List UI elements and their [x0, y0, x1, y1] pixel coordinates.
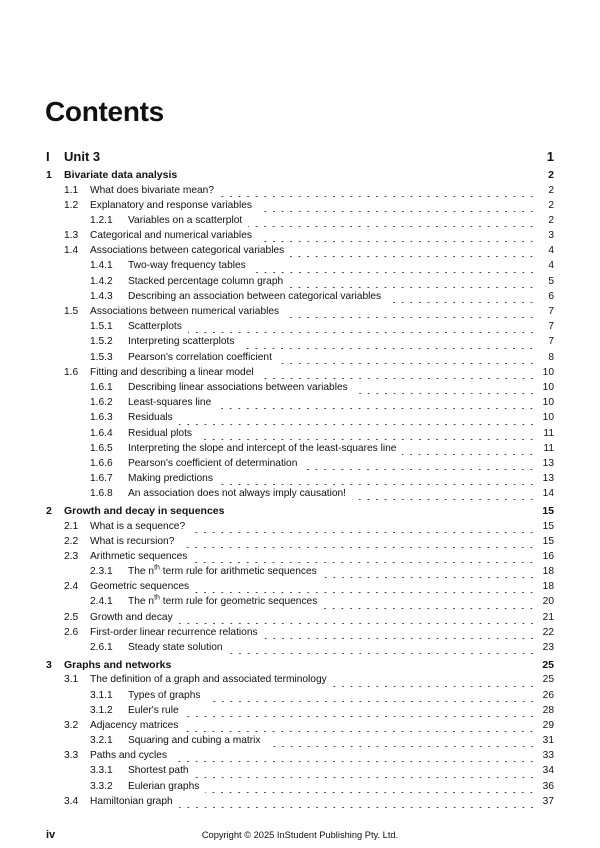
toc-section-entry[interactable]	[46, 185, 554, 200]
entry-title-text: Interpreting the slope and intercept of the least-squares line	[128, 442, 397, 454]
dot-leader	[229, 653, 536, 654]
toc-section-entry[interactable]	[46, 581, 554, 596]
entry-page-number: 25	[542, 658, 554, 671]
entry-title-text: Describing an association between categorical variables	[128, 290, 382, 302]
entry-title	[128, 397, 211, 408]
entry-title	[128, 566, 317, 577]
entry-title	[90, 367, 254, 378]
entry-title	[128, 336, 234, 347]
entry-number: 1.6.8	[90, 488, 113, 500]
dot-leader	[303, 469, 536, 470]
entry-title	[128, 781, 199, 792]
dot-leader	[198, 439, 536, 440]
entry-page-number: 10	[542, 397, 554, 409]
entry-page-number: 18	[542, 581, 554, 593]
entry-title	[128, 291, 381, 302]
entry-number: 1.2.1	[90, 214, 113, 226]
entry-number: 1.4.3	[90, 290, 113, 302]
toc-subsection-entry[interactable]	[46, 735, 554, 750]
dot-leader	[278, 363, 536, 364]
dot-leader	[252, 272, 536, 273]
entry-page-number: 23	[542, 642, 554, 654]
entry-page-number: 2	[548, 199, 554, 211]
entry-title	[90, 230, 252, 241]
toc-subsection-entry[interactable]	[46, 321, 554, 336]
entry-title	[128, 458, 297, 469]
entry-number: 1.6.7	[90, 473, 113, 485]
entry-number: 1.6.3	[90, 412, 113, 424]
entry-title	[128, 690, 201, 701]
entry-number: 1.5.2	[90, 336, 113, 348]
entry-title-text: What is a sequence?	[90, 520, 186, 532]
entry-title-text: Making predictions	[128, 473, 213, 485]
entry-title	[90, 581, 189, 592]
entry-title	[90, 245, 284, 256]
entry-page-number: 10	[542, 366, 554, 378]
entry-title-text: Shortest path	[128, 765, 189, 777]
entry-page-number: 33	[542, 750, 554, 762]
entry-page-number: 4	[548, 260, 554, 272]
toc-subsection-entry[interactable]	[46, 488, 554, 503]
entry-page-number: 2	[548, 169, 554, 181]
footer-page-number: iv	[46, 829, 56, 841]
entry-page-number: 10	[542, 412, 554, 424]
entry-title-text: Hamiltonian graph	[90, 795, 173, 807]
entry-title-superscript: th	[154, 595, 160, 603]
dot-leader	[323, 608, 536, 609]
dot-leader	[285, 317, 536, 318]
entry-title	[128, 260, 246, 271]
dot-leader	[184, 731, 536, 732]
entry-title	[90, 720, 178, 731]
dot-leader	[258, 211, 536, 212]
toc-subsection-entry[interactable]	[46, 260, 554, 275]
entry-page-number: 7	[548, 336, 554, 348]
toc-subsection-entry[interactable]	[46, 642, 554, 657]
dot-leader	[173, 761, 536, 762]
dot-leader	[354, 393, 536, 394]
toc-subsection-entry[interactable]	[46, 428, 554, 443]
dot-leader	[179, 807, 536, 808]
entry-title-text: Arithmetic sequences	[90, 550, 188, 562]
entry-number: 1.2	[64, 199, 79, 211]
entry-number: 1.5.1	[90, 321, 113, 333]
entry-number: 3.1	[64, 674, 79, 686]
entry-title	[90, 551, 187, 562]
dot-leader	[220, 196, 536, 197]
entry-title-rest: term rule for geometric sequences	[159, 596, 318, 608]
entry-number: 3.1.2	[90, 704, 113, 716]
entry-title-text: An association does not always imply causation!	[128, 488, 347, 500]
entry-number: 1.5.3	[90, 351, 113, 363]
entry-number: 2.3	[64, 550, 79, 562]
entry-page-number: 36	[542, 780, 554, 792]
entry-title-text: Eulerian graphs	[128, 780, 200, 792]
entry-title	[64, 169, 177, 181]
toc-subsection-entry[interactable]	[46, 291, 554, 306]
toc-subsection-entry[interactable]	[46, 690, 554, 705]
entry-title-superscript: th	[154, 564, 160, 572]
entry-page-number: 6	[548, 290, 554, 302]
entry-title-text: Graphs and networks	[64, 658, 172, 671]
entry-title	[128, 488, 346, 499]
toc-subsection-entry[interactable]	[46, 596, 554, 611]
entry-title-text: What is recursion?	[90, 535, 175, 547]
entry-number: 3.4	[64, 795, 79, 807]
toc-chapter-entry[interactable]	[46, 659, 554, 675]
toc-subsection-entry[interactable]	[46, 412, 554, 427]
entry-page-number: 18	[542, 566, 554, 578]
entry-page-number: 31	[542, 735, 554, 747]
entry-title-text: Residual plots	[128, 427, 192, 439]
entry-page-number: 4	[548, 245, 554, 257]
table-of-contents	[46, 149, 554, 811]
entry-title	[90, 796, 173, 807]
dot-leader	[191, 532, 536, 533]
entry-title-text: Explanatory and response variables	[90, 199, 252, 211]
entry-title-text: Paths and cycles	[90, 750, 168, 762]
entry-title	[90, 185, 214, 196]
entry-number: 3.1.1	[90, 689, 113, 701]
dot-leader	[333, 686, 536, 687]
entry-page-number: 11	[543, 427, 554, 439]
copyright-notice: Copyright © 2025 InStudent Publishing Pty. Ltd.	[201, 830, 399, 840]
dot-leader	[207, 701, 537, 702]
toc-subsection-entry[interactable]	[46, 473, 554, 488]
toc-section-entry[interactable]	[46, 674, 554, 689]
entry-number: 1.6.5	[90, 442, 113, 454]
entry-number: 2.6	[64, 626, 79, 638]
dot-leader	[387, 302, 536, 303]
entry-title-text: Growth and decay	[90, 611, 173, 623]
toc-section-entry[interactable]	[46, 230, 554, 245]
entry-number: 3.2	[64, 719, 79, 731]
entry-page-number: 37	[542, 795, 554, 807]
entry-title	[128, 428, 192, 439]
page-title: Contents	[45, 96, 164, 127]
entry-title	[128, 352, 272, 363]
entry-number: 2.4	[64, 581, 79, 593]
entry-title	[128, 276, 283, 287]
entry-number: 2	[46, 505, 52, 518]
entry-title-text: Bivariate data analysis	[64, 169, 178, 181]
dot-leader	[289, 287, 536, 288]
entry-number: 2.1	[64, 520, 79, 532]
dot-leader	[185, 716, 536, 717]
entry-title	[90, 627, 258, 638]
entry-title-text: Adjacency matrices	[90, 719, 179, 731]
dot-leader	[240, 348, 536, 349]
entry-page-number: 16	[542, 550, 554, 562]
entry-title-text: Scatterplots	[128, 321, 182, 333]
toc-subsection-entry[interactable]	[46, 336, 554, 351]
toc-subsection-entry[interactable]	[46, 458, 554, 473]
entry-title-text: Unit 3	[64, 149, 101, 164]
dot-leader	[195, 592, 536, 593]
entry-title	[128, 642, 223, 653]
entry-page-number: 5	[548, 275, 554, 287]
entry-title	[128, 443, 396, 454]
entry-number: 1.4	[64, 245, 79, 257]
entry-page-number: 3	[548, 230, 554, 242]
entry-title-text: Associations between numerical variables	[90, 306, 280, 317]
entry-page-number: 22	[542, 626, 554, 638]
entry-page-number: 21	[542, 611, 554, 623]
entry-page-number: 7	[548, 306, 554, 317]
toc-section-entry[interactable]	[46, 367, 554, 382]
toc-subsection-entry[interactable]	[46, 566, 554, 581]
toc-subsection-entry[interactable]	[46, 765, 554, 780]
entry-number: 1.6.4	[90, 427, 113, 439]
entry-page-number: 15	[542, 505, 554, 518]
entry-number: 1.1	[64, 184, 79, 196]
toc-subsection-entry[interactable]	[46, 397, 554, 412]
entry-number: 3.2.1	[90, 735, 113, 747]
entry-page-number: 26	[542, 689, 554, 701]
entry-title-text: Associations between categorical variables	[90, 245, 285, 257]
entry-number: 1.5	[64, 306, 79, 317]
toc-subsection-entry[interactable]	[46, 781, 554, 796]
entry-number: 1.3	[64, 230, 79, 242]
dot-leader	[188, 332, 536, 333]
toc-subsection-entry[interactable]	[46, 382, 554, 397]
dot-leader	[179, 424, 536, 425]
entry-title-text: Pearson's coefficient of determination	[128, 457, 298, 469]
entry-title	[90, 750, 167, 761]
entry-page-number: 29	[542, 719, 554, 731]
entry-title-text: First-order linear recurrence relations	[90, 626, 258, 638]
entry-title	[64, 505, 224, 517]
entry-number: 3.3	[64, 750, 79, 762]
entry-number: 1.6	[64, 366, 79, 378]
dot-leader	[290, 256, 536, 257]
entry-number: 1.6.2	[90, 397, 113, 409]
entry-page-number: 28	[542, 704, 554, 716]
entry-number: 2.2	[64, 535, 79, 547]
dot-leader	[217, 408, 536, 409]
entry-title-text: Types of graphs	[128, 689, 201, 701]
entry-page-number: 15	[542, 535, 554, 547]
entry-title	[90, 521, 185, 532]
toc-section-entry[interactable]	[46, 200, 554, 215]
toc-section-entry[interactable]	[46, 536, 554, 551]
dot-leader	[248, 226, 536, 227]
entry-title	[128, 215, 242, 226]
toc-section-entry[interactable]	[46, 720, 554, 735]
entry-title-text: Squaring and cubing a matrix	[128, 735, 261, 747]
entry-title	[128, 705, 179, 716]
entry-number: 2.6.1	[90, 642, 113, 654]
entry-page-number: 13	[542, 457, 554, 469]
entry-title-text: Variables on a scatterplot	[128, 214, 243, 226]
entry-title-text: What does bivariate mean?	[90, 184, 215, 196]
toc-section-entry[interactable]	[46, 750, 554, 765]
entry-title-text: Pearson's correlation coefficient	[128, 351, 272, 363]
toc-section-entry[interactable]	[46, 796, 554, 811]
entry-number: 1.6.1	[90, 381, 113, 393]
dot-leader	[352, 499, 536, 500]
dot-leader	[258, 241, 536, 242]
entry-number: 2.5	[64, 611, 79, 623]
dot-leader	[264, 638, 536, 639]
dot-leader	[267, 746, 536, 747]
entry-title	[90, 200, 252, 211]
entry-page-number: 34	[542, 765, 554, 777]
entry-page-number: 14	[542, 488, 554, 500]
entry-title	[90, 674, 327, 685]
toc-unit-entry[interactable]	[46, 149, 554, 169]
dot-leader	[219, 484, 536, 485]
entry-title	[64, 659, 171, 671]
entry-title-text: Geometric sequences	[90, 581, 190, 593]
entry-page-number: 15	[542, 520, 554, 532]
entry-page-number: 7	[548, 321, 554, 333]
dot-leader	[195, 777, 536, 778]
entry-title	[128, 382, 348, 393]
toc-section-entry[interactable]	[46, 627, 554, 642]
toc-subsection-entry[interactable]	[46, 705, 554, 720]
toc-chapter-entry[interactable]	[46, 169, 554, 185]
entry-number: 3.3.1	[90, 765, 113, 777]
entry-number: 1.6.6	[90, 457, 113, 469]
entry-page-number: 25	[542, 674, 554, 686]
entry-number: 1	[46, 169, 52, 181]
entry-title-text: Describing linear associations between variables	[128, 381, 348, 393]
dot-leader	[402, 454, 536, 455]
entry-title	[128, 473, 213, 484]
entry-title-text: The definition of a graph and associated terminology	[90, 674, 327, 686]
entry-title	[128, 596, 317, 607]
entry-title	[128, 412, 173, 423]
entry-title-text: The n	[128, 566, 155, 578]
entry-title	[128, 765, 189, 776]
entry-page-number: 11	[543, 442, 554, 454]
entry-page-number: 10	[542, 381, 554, 393]
entry-title	[90, 612, 173, 623]
toc-subsection-entry[interactable]	[46, 352, 554, 367]
entry-title-rest: term rule for arithmetic sequences	[159, 566, 317, 578]
entry-title-text: Categorical and numerical variables	[90, 230, 252, 242]
entry-title-text: Least-squares line	[128, 397, 212, 409]
entry-number: 3	[46, 658, 52, 671]
entry-title-text: The n	[128, 596, 155, 608]
entry-page-number: 20	[542, 596, 554, 608]
entry-title-text: Euler's rule	[128, 704, 179, 716]
toc-section-entry[interactable]	[46, 306, 554, 321]
entry-number: I	[46, 149, 50, 164]
entry-title-text: Fitting and describing a linear model	[90, 366, 254, 378]
entry-title	[128, 321, 182, 332]
toc-chapter-entry[interactable]	[46, 505, 554, 521]
dot-leader	[323, 577, 536, 578]
entry-title-text: Residuals	[128, 412, 173, 424]
entry-title-text: Interpreting scatterplots	[128, 336, 235, 348]
entry-page-number: 13	[542, 473, 554, 485]
entry-number: 2.3.1	[90, 566, 113, 578]
dot-leader	[260, 378, 536, 379]
entry-page-number: 2	[548, 214, 554, 226]
toc-section-entry[interactable]	[46, 521, 554, 536]
entry-title	[128, 735, 261, 746]
entry-page-number: 1	[546, 149, 554, 164]
toc-section-entry[interactable]	[46, 245, 554, 260]
entry-number: 1.4.2	[90, 275, 113, 287]
entry-title	[90, 306, 279, 317]
entry-number: 2.4.1	[90, 596, 113, 608]
dot-leader	[180, 547, 536, 548]
toc-subsection-entry[interactable]	[46, 215, 554, 230]
entry-title-text: Steady state solution	[128, 642, 223, 654]
dot-leader	[193, 562, 536, 563]
toc-subsection-entry[interactable]	[46, 276, 554, 291]
dot-leader	[205, 792, 536, 793]
entry-title	[90, 536, 174, 547]
toc-subsection-entry[interactable]	[46, 443, 554, 458]
entry-title-text: Growth and decay in sequences	[64, 505, 225, 518]
entry-page-number: 8	[548, 351, 554, 363]
entry-title-text: Stacked percentage column graph	[128, 275, 284, 287]
entry-number: 3.3.2	[90, 780, 113, 792]
toc-section-entry[interactable]	[46, 551, 554, 566]
entry-page-number: 2	[548, 184, 554, 196]
dot-leader	[179, 623, 536, 624]
entry-title	[64, 149, 100, 164]
entry-number: 1.4.1	[90, 260, 113, 272]
entry-title-text: Two-way frequency tables	[128, 260, 246, 272]
toc-section-entry[interactable]	[46, 612, 554, 627]
